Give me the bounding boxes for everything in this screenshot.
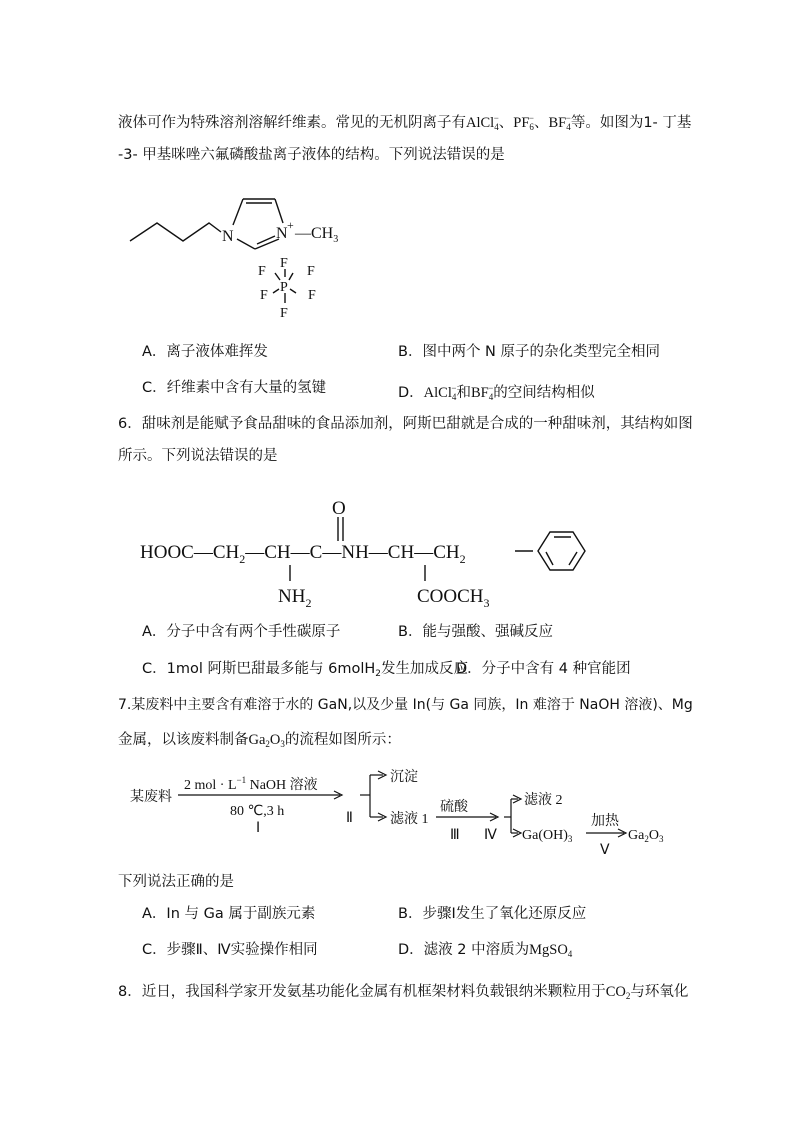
methyl-ester-group: $COOCH_3$ [417, 586, 490, 610]
flow-step-4: Ⅳ [484, 828, 497, 843]
pf6-formula: $PF_6^-$ [513, 113, 534, 132]
flow-reagent: 2 mol · $L^{-1}$ NaOH 溶液 [184, 775, 318, 793]
q7-option-b: B．步骤Ⅰ发生了氧化还原反应 [398, 906, 587, 922]
ring-nitrogen-2: N [276, 225, 288, 242]
q8-line-1: 8．近日，我国科学家开发氨基功能化金属有机框架材料负载银纳米颗粒用于$CO_2$与环氧化 [118, 984, 689, 1001]
process-flow-diagram [128, 765, 688, 860]
flow-step-1: Ⅰ [256, 821, 261, 836]
q5-option-b: B．图中两个 N 原子的杂化类型完全相同 [398, 344, 661, 360]
bf4-formula: $BF_4^-$ [548, 113, 571, 132]
flow-precipitate: 沉淀 [390, 770, 418, 785]
fluorine-top: F [280, 256, 288, 271]
q5-option-c: C．纤维素中含有大量的氢键 [142, 380, 327, 396]
q7-option-c: C．步骤Ⅱ、Ⅳ实验操作相同 [142, 942, 318, 958]
q6-option-c: C．1mol 阿斯巴甜最多能与 6molH$_2$发生加成反应 [142, 661, 468, 679]
flow-gallium-hydroxide: $Ga(OH)_3$ [522, 828, 573, 844]
fluorine-bottom: F [280, 306, 288, 321]
q5-option-a: A．离子液体难挥发 [142, 344, 268, 360]
ring-nitrogen-1: N [222, 228, 234, 245]
q7-line-1: 7.某废料中主要含有难溶于水的 GaN,以及少量 In(与 Ga 同族，In 难溶于 NaOH 溶液)、Mg [118, 697, 693, 713]
phosphorus: P [280, 280, 288, 295]
fluorine-upper-right: F [307, 264, 315, 279]
q6-option-d: D．分子中含有 4 种官能团 [456, 661, 631, 677]
nitrogen-charge: + [287, 218, 294, 232]
flow-heat: 加热 [591, 814, 619, 829]
alcl4-formula: AlCl$_4$− [466, 113, 499, 132]
methyl-group: $—CH_3$ [295, 225, 339, 245]
q5-line-2: -3- 甲基咪唑六氟磷酸盐离子液体的结构。下列说法错误的是 [118, 147, 505, 163]
aspartame-structure [135, 495, 595, 615]
q7-line-2: 金属，以该废料制备$Ga_2O_3$的流程如图所示： [118, 732, 401, 749]
ga2o3-formula: $Ga_2O_3$ [248, 732, 285, 749]
q5-option-d: D．AlCl$_4$−和$BF_4^-$的空间结构相似 [398, 383, 595, 402]
fluorine-upper-left: F [258, 264, 266, 279]
flow-filtrate-1: 滤液 1 [390, 812, 429, 827]
q5-line-1: 液体可作为特殊溶剂溶解纤维素。常见的无机阴离子有AlCl$_4$−、$PF_6^-$、$BF_4^-$等。如图为1- 丁基 [118, 113, 692, 132]
carbonyl-oxygen: O [332, 498, 346, 519]
q6-option-a: A．分子中含有两个手性碳原子 [142, 624, 341, 640]
q7-option-a: A．In 与 Ga 属于副族元素 [142, 906, 316, 922]
flow-step-5: Ⅴ [600, 843, 610, 858]
q6-option-b: B．能与强酸、强碱反应 [398, 624, 553, 640]
q6-line-1: 6．甜味剂是能赋予食品甜味的食品添加剂，阿斯巴甜就是合成的一种甜味剂，其结构如图 [118, 416, 693, 432]
aspartame-backbone: $HOOC—CH_2—CH—C—NH—CH—CH_2$ [140, 542, 466, 566]
flow-step-3: Ⅲ [450, 828, 460, 843]
flow-condition: 80 ℃,3 h [230, 804, 285, 819]
flow-start: 某废料 [130, 790, 172, 805]
co2-formula: $CO_2$ [605, 984, 631, 1001]
flow-product: $Ga_2O_3$ [628, 828, 664, 844]
flow-filtrate-2: 滤液 2 [524, 793, 563, 808]
amino-group: $NH_2$ [278, 586, 312, 610]
flow-acid: 硫酸 [440, 800, 468, 815]
q6-line-2: 所示。下列说法错误的是 [118, 448, 278, 464]
q7-option-d: D．滤液 2 中溶质为MgSO$_4$ [398, 942, 573, 959]
fluorine-lower-right: F [308, 288, 316, 303]
flow-step-2: Ⅱ [346, 811, 353, 826]
q7-prompt: 下列说法正确的是 [118, 874, 234, 890]
fluorine-lower-left: F [260, 288, 268, 303]
ionic-liquid-structure [125, 185, 385, 325]
